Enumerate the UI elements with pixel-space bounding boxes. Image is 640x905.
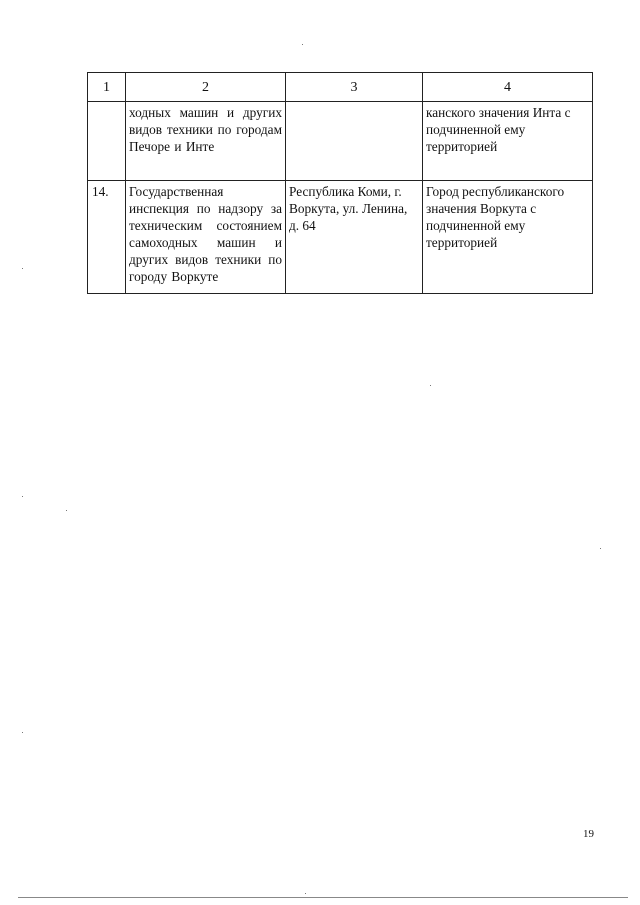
header-col-1: 1 <box>88 73 126 102</box>
row-number: 14. <box>88 181 126 294</box>
header-col-3: 3 <box>286 73 423 102</box>
table-row <box>88 181 593 294</box>
document-table <box>87 72 593 294</box>
header-col-2: 2 <box>126 73 286 102</box>
scan-speck <box>22 496 23 497</box>
scan-speck <box>302 44 303 45</box>
territory-cell: канского значения Инта с подчиненной ему территорией <box>423 102 593 181</box>
address-cell <box>286 102 423 181</box>
scan-speck <box>600 548 601 549</box>
scan-speck <box>22 732 23 733</box>
address-cell: Республика Коми, г. Воркута, ул. Ленина, д. 64 <box>286 181 423 294</box>
row-number <box>88 102 126 181</box>
scan-speck <box>22 268 23 269</box>
organization-cell: ходных машин и других видов техники по городам Печоре и Инте <box>126 102 286 181</box>
header-col-4: 4 <box>423 73 593 102</box>
page-number: 19 <box>583 828 594 840</box>
scan-speck <box>430 385 431 386</box>
table-header-row <box>88 73 593 102</box>
organization-cell: Государственная инспекция по надзору за техническим состоянием самоходных машин и других видов техники по городу Воркуте <box>126 181 286 294</box>
document-table-wrapper <box>87 72 592 294</box>
territory-cell: Город республиканского значения Воркута с подчиненной ему территорией <box>423 181 593 294</box>
scan-speck <box>66 510 67 511</box>
bottom-scan-edge <box>18 897 628 898</box>
scan-speck <box>305 893 306 894</box>
table-row <box>88 102 593 181</box>
